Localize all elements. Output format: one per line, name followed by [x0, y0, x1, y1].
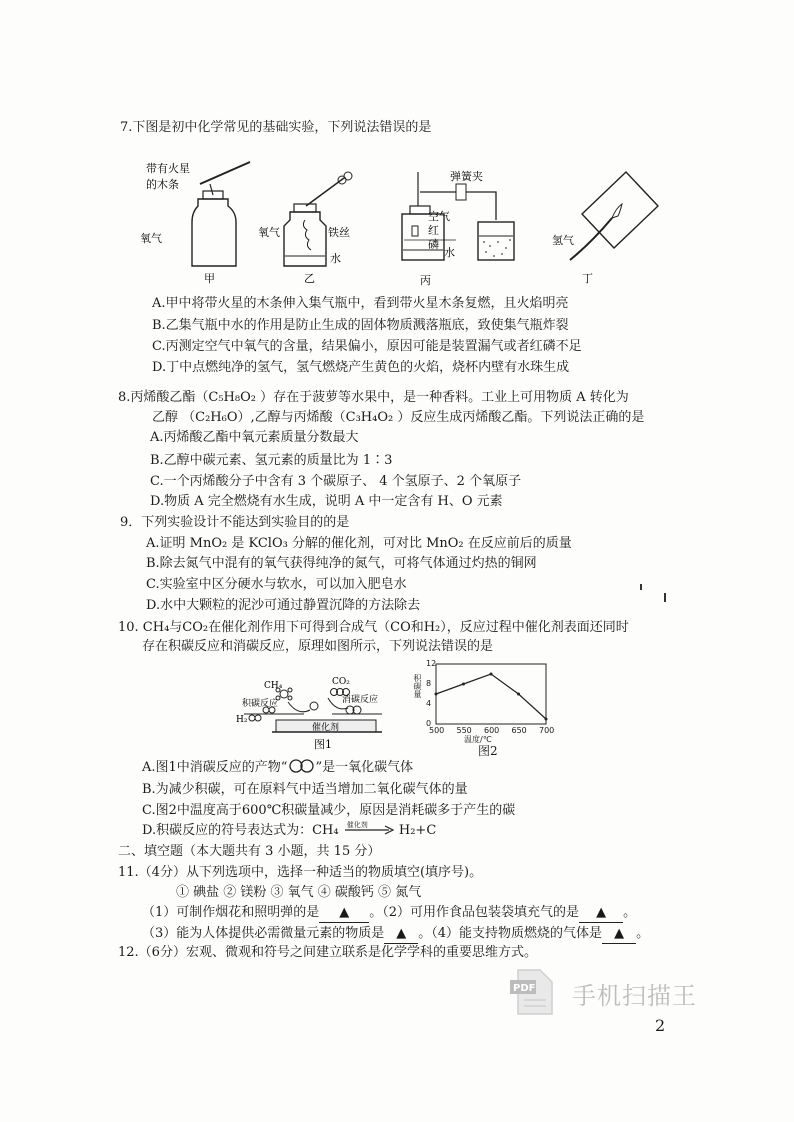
- yi-wire-label: 铁丝: [328, 226, 350, 239]
- q11-choices: ① 碘盐 ② 镁粉 ③ 氧气 ④ 碳酸钙 ⑤ 氮气: [176, 885, 422, 900]
- q10-option-a: [142, 759, 413, 777]
- y-tick-label: 12: [426, 659, 437, 668]
- x-tick-label: 550: [456, 726, 472, 735]
- x-tick-label: 700: [539, 726, 555, 735]
- q7-stem: 7.下图是初中化学常见的基础实验，下列说法错误的是: [120, 120, 432, 135]
- data-point: [462, 683, 465, 686]
- figure-yi: [258, 170, 358, 286]
- q10-option-c: C.图2中温度高于600℃积碳量减少，原因是消耗碳多于产生的碳: [142, 803, 516, 818]
- q10-option-d: [142, 822, 436, 840]
- chart-ylabel: 积碳量: [413, 674, 422, 698]
- scanner-watermark: 手机扫描王: [572, 982, 697, 1010]
- bing-water-label: 水: [444, 246, 455, 259]
- arrow-catalyst-label: 催化剂: [346, 821, 368, 829]
- q11-blank-4[interactable]: [602, 925, 636, 944]
- q11-blank-2[interactable]: [579, 904, 623, 923]
- q9-stem: 9．下列实验设计不能达到实验目的的是: [120, 515, 350, 530]
- q11-line-1: （1）可制作烟花和照明弹的是 ▲ 。（2）可用作食品包装袋填充气的是 ▲ 。: [142, 904, 636, 923]
- fig1-catalyst-label: 催化剂: [312, 723, 340, 733]
- q9-option-c: C.实验室中区分硬水与软水，可以加入肥皂水: [146, 577, 407, 592]
- q8-option-c: C.一个丙烯酸分子中含有 3 个碳原子、 4 个氢原子、2 个氧原子: [150, 474, 522, 489]
- q8-stem-2: 乙醇 （C₂H₆O）,乙醇与丙烯酸（C₃H₄O₂ ）反应生成丙烯酸乙酯。下列说法正确的是: [152, 410, 645, 425]
- q8-option-d: D.物质 A 完全燃烧有水生成，说明 A 中一定含有 H、O 元素: [150, 494, 503, 509]
- jia-splint-label-2: 的木条: [146, 178, 179, 191]
- bing-caption: 丙: [420, 274, 431, 286]
- q10-option-a-part1: A.图1中消碳反应的产物“: [142, 760, 288, 775]
- figure-bing: [398, 160, 528, 286]
- ding-caption: 丁: [582, 272, 593, 284]
- bing-clip-label: 弹簧夹: [450, 170, 483, 183]
- x-tick-label: 650: [511, 726, 527, 735]
- yi-water-label: 水: [330, 252, 341, 265]
- scan-speck: [664, 593, 666, 602]
- q9-option-b: B.除去氮气中混有的氧气获得纯净的氮气，可将气体通过灼热的铜网: [146, 556, 537, 571]
- arrow-icon: [343, 822, 395, 836]
- yi-caption: 乙: [304, 272, 315, 285]
- q7-option-d: D.丁中点燃纯净的氢气，氢气燃烧产生黄色的火焰，烧杯内壁有水珠生成: [152, 360, 570, 375]
- q9-option-a: A.证明 MnO₂ 是 KClO₃ 分解的催化剂，可对比 MnO₂ 在反应前后的质量: [146, 536, 572, 551]
- bing-air-label: 空气: [428, 210, 450, 223]
- x-tick-label: 600: [484, 726, 500, 735]
- blank-marker: ▲: [396, 926, 407, 941]
- scan-speck: [640, 584, 642, 590]
- q11-item-2: 。（2）可用作食品包装袋填充气的是: [369, 905, 580, 920]
- x-tick-label: 500: [429, 726, 445, 735]
- q11-item-3: （3）能为人体提供必需微量元素的物质是: [142, 926, 385, 941]
- bing-p1-label: 红: [428, 224, 439, 237]
- data-point: [435, 693, 438, 696]
- pdf-watermark-label: PDF: [513, 983, 536, 994]
- data-point: [490, 673, 493, 676]
- q10-option-b: B.为减少积碳，可在原料气中适当增加二氧化碳气体的量: [142, 782, 468, 797]
- fig1-co2-label: CO₂: [332, 677, 350, 687]
- y-tick-label: 8: [426, 679, 432, 688]
- fig1-h2-label: H₂: [236, 715, 248, 725]
- section-2-heading: 二、填空题（本大题共有 3 小题，共 15 分）: [118, 844, 381, 859]
- q10-option-d-part1: D.积碳反应的符号表达式为：CH₄: [142, 823, 339, 838]
- jia-gas-label: 氧气: [140, 232, 162, 245]
- reaction-arrow: [343, 822, 395, 836]
- q8-option-b: B.乙醇中碳元素、氢元素的质量比为 1∶3: [150, 453, 393, 468]
- figure-jia: [140, 158, 260, 284]
- pdf-watermark-icon: [510, 968, 556, 1016]
- q8-option-a: A.丙烯酸乙酯中氧元素质量分数最大: [150, 430, 359, 445]
- q11-item-4: 。（4）能支持物质燃烧的气体是: [418, 926, 603, 941]
- fig1-left-rxn-label: 积碳反应: [242, 699, 279, 709]
- y-tick-label: 4: [426, 699, 432, 708]
- fig1-ch4-label: CH₄: [264, 681, 283, 691]
- q10-option-a-part2: ”是一氧化碳气体: [315, 760, 414, 775]
- q11-stem: 11.（4分）从下列选项中，选择一种适当的物质填空(填序号)。: [118, 865, 483, 880]
- q11-blank-1[interactable]: [319, 904, 369, 923]
- q10-option-d-part2: H₂+C: [398, 823, 437, 838]
- ding-gas-label: 氢气: [552, 234, 574, 247]
- data-point: [545, 718, 548, 721]
- q9-option-d: D.水中大颗粒的泥沙可通过静置沉降的方法除去: [146, 598, 421, 613]
- q8-stem-1: 8.丙烯酸乙酯（C₅H₈O₂ ）存在于菠萝等水果中，是一种香料。工业上可用物质 A 转化为: [118, 390, 629, 405]
- page-number: 2: [655, 1016, 666, 1035]
- q12-stem: 12.（6分）宏观、微观和符号之间建立联系是化学学科的重要思维方式。: [118, 945, 537, 960]
- y-tick-label: 0: [426, 719, 432, 728]
- blank-marker: ▲: [339, 905, 350, 920]
- jia-caption: 甲: [204, 272, 215, 284]
- q11-blank-3[interactable]: [384, 925, 418, 944]
- figure-ding: [552, 158, 662, 284]
- q10-stem-2: 存在积碳反应和消碳反应，原理如图所示，下列说法错误的是: [142, 639, 494, 654]
- fig1-right-rxn-label: 消碳反应: [342, 695, 379, 705]
- q7-option-b: B.乙集气瓶中水的作用是防止生成的固体物质溅落瓶底，致使集气瓶炸裂: [152, 318, 569, 333]
- data-point: [517, 693, 520, 696]
- fig1-caption: 图1: [314, 738, 332, 751]
- q11-item-1: （1）可制作烟花和照明弹的是: [142, 905, 320, 920]
- figure-2-chart: [414, 660, 554, 756]
- q11-line-2: （3）能为人体提供必需微量元素的物质是 ▲ 。（4）能支持物质燃烧的气体是 ▲ 。: [142, 925, 649, 944]
- q7-option-a: A.甲中将带火星的木条伸入集气瓶中，看到带火星木条复燃，且火焰明亮: [152, 296, 569, 311]
- chart-xlabel: 温度/℃: [464, 735, 492, 744]
- fig2-caption: 图2: [478, 744, 498, 758]
- series-line: [436, 674, 546, 719]
- yi-gas-label: 氧气: [258, 226, 280, 239]
- bing-p2-label: 磷: [428, 238, 439, 251]
- blank-marker: ▲: [596, 905, 607, 920]
- jia-splint-label: 带有火星: [146, 162, 190, 175]
- q10-stem-1: 10. CH₄与CO₂在催化剂作用下可得到合成气（CO和H₂），反应过程中催化剂表面还同时: [118, 620, 629, 635]
- q7-option-c: C.丙测定空气中氧气的含量，结果偏小，原因可能是装置漏气或者红磷不足: [152, 339, 582, 354]
- blank-marker: ▲: [614, 926, 625, 941]
- co-molecule-icon: [287, 759, 315, 773]
- figure-1-catalyst: [232, 668, 392, 752]
